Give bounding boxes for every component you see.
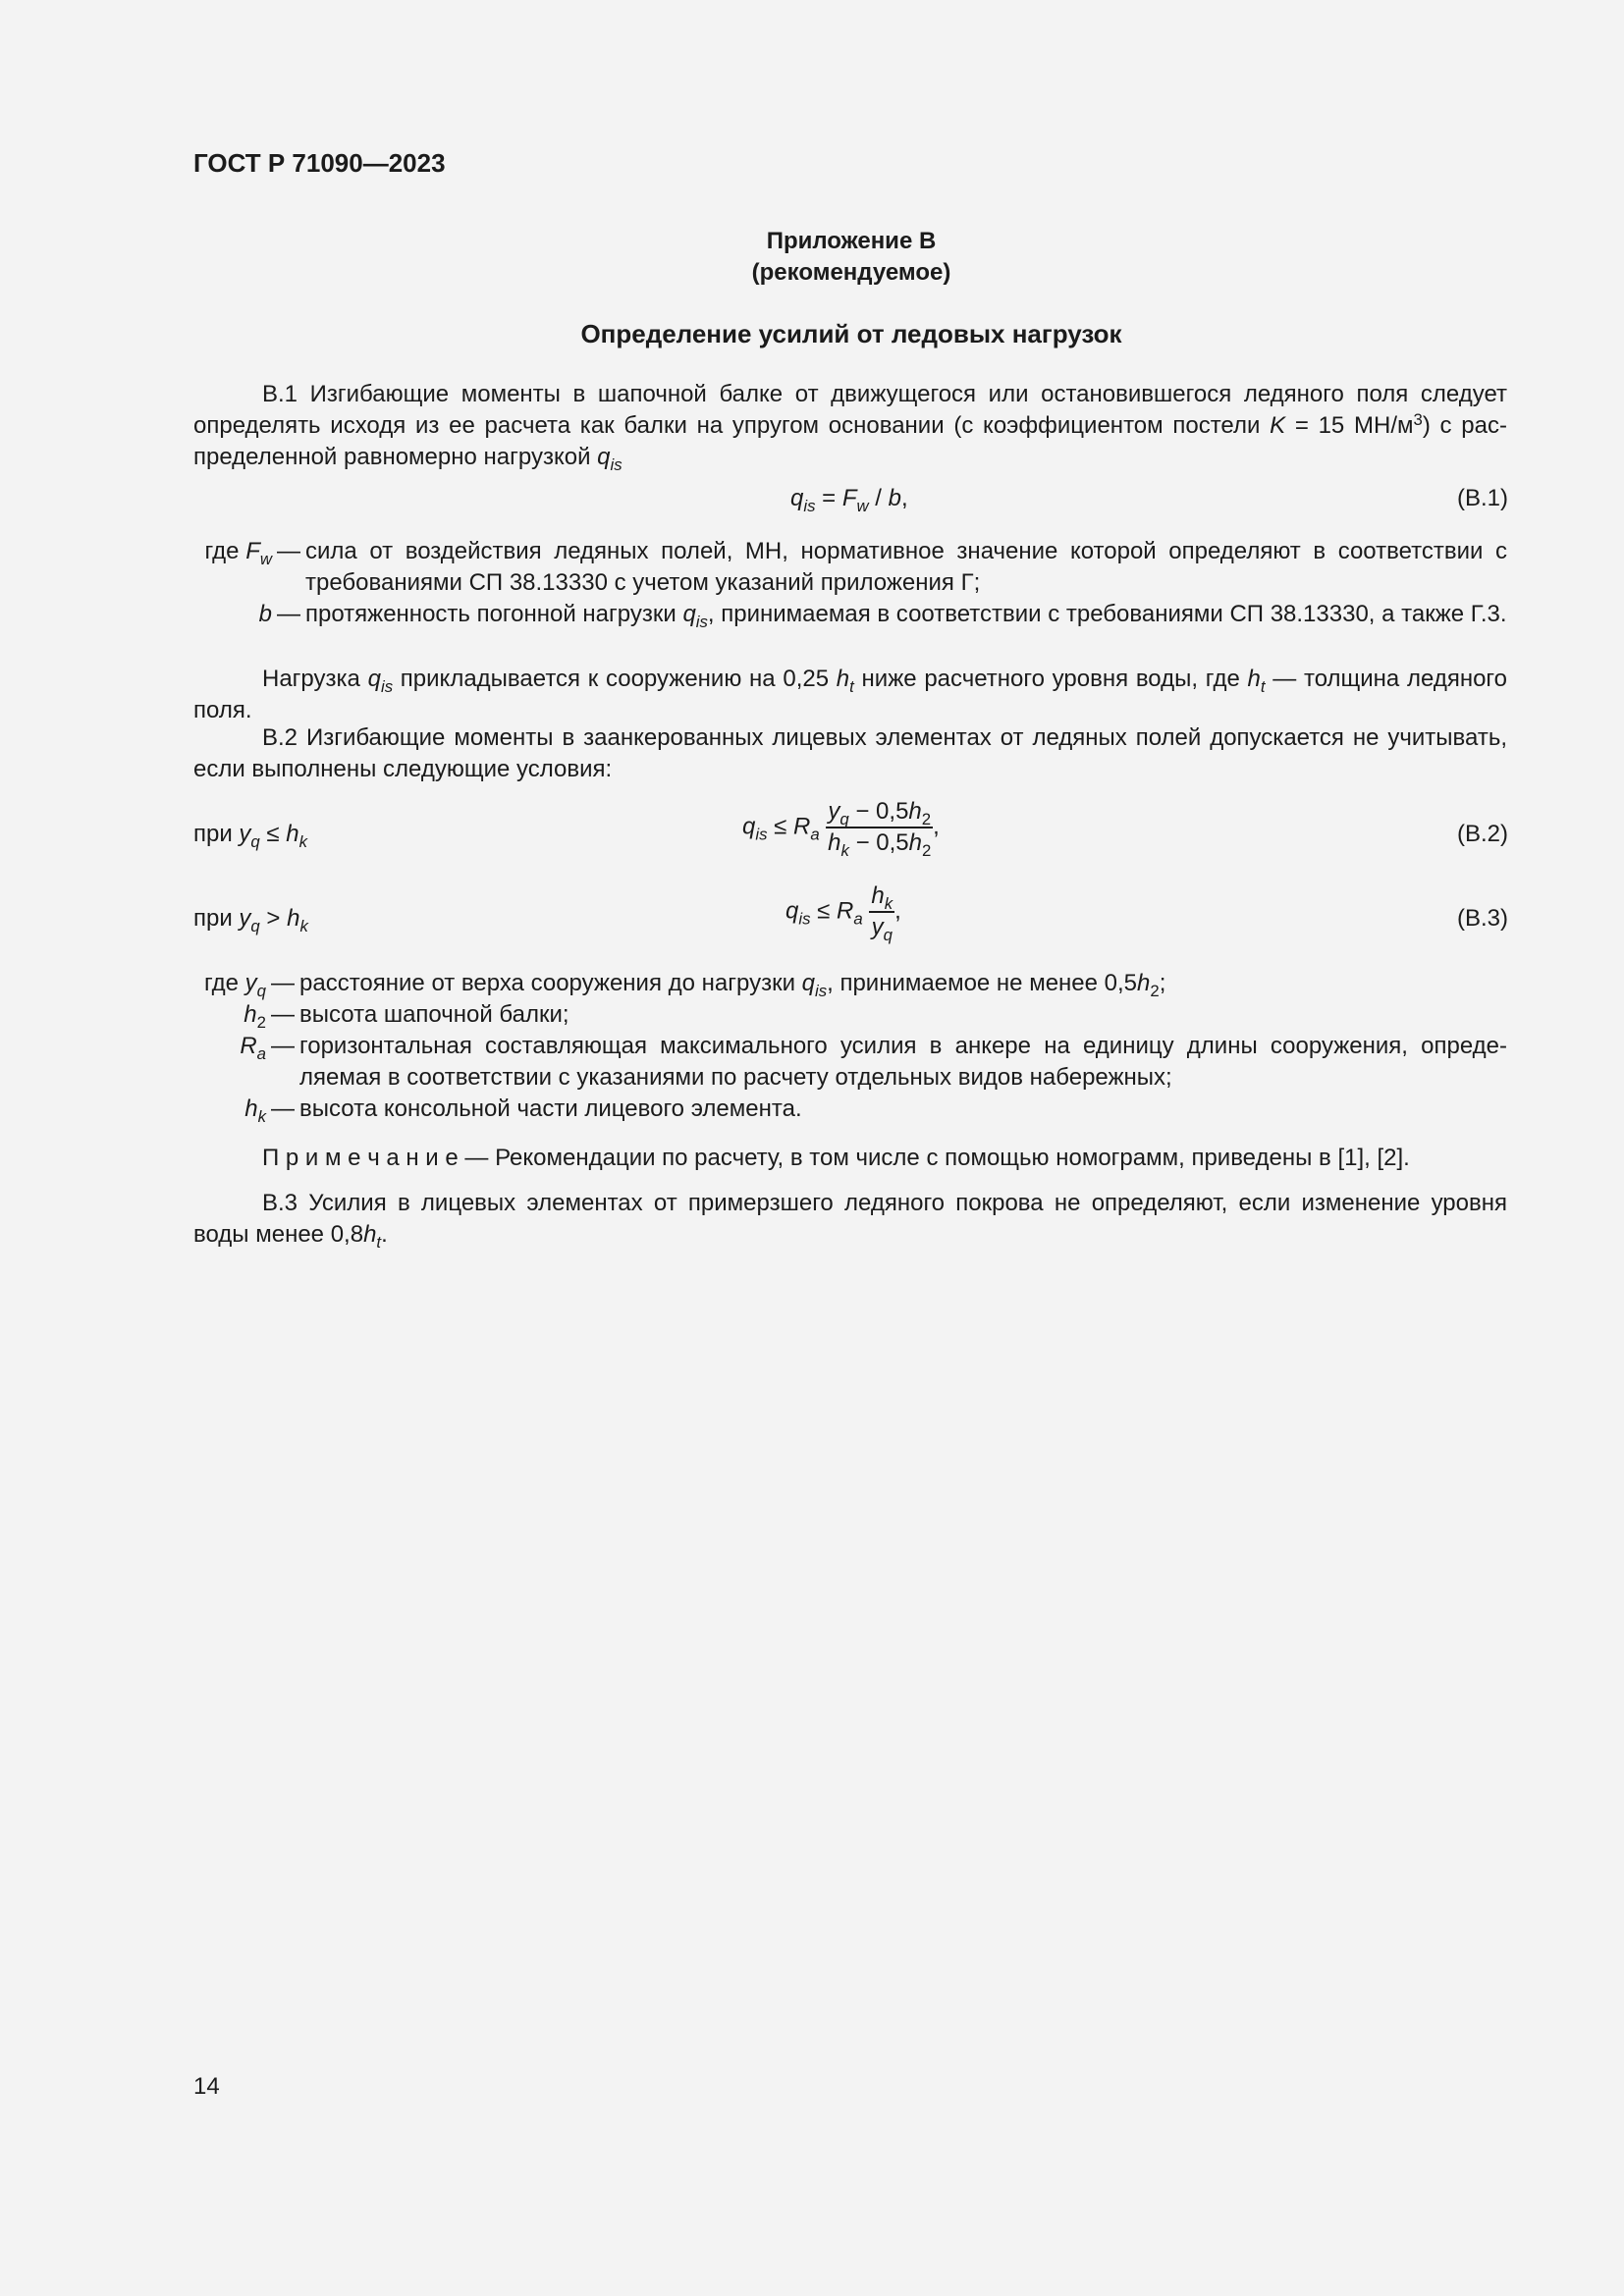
definition-ra: $R_a$ — горизонтальная составляющая максимального усилия в анкере на единицу длины сооружения, определяемая в соответствии с указаниями по расчету отдельных видов набережных; <box>240 1033 1507 1091</box>
definition-b: b — протяженность погонной нагрузки $q_{is}$, принимаемая в соответствии с требованиями СП 38.13330, а также Г.3. <box>258 601 1507 631</box>
appendix-title: Определение усилий от ледовых нагрузок <box>580 319 1122 348</box>
definition-yq: где $y_q$ — расстояние от верха сооружения до нагрузки $q_{is}$, принимаемое не менее $0,5h_2$; <box>203 970 1166 1000</box>
paragraph-b2: В.2 Изгибающие моменты в заанкерованных лицевых элементах от ледяных полей допускается не учитывать, если выполнены следующие условия: <box>193 724 1507 782</box>
equation-b3-number: (В.3) <box>1456 905 1508 932</box>
page-number: 14 <box>193 2073 220 2100</box>
equation-b3: $q_{is} \le R_a$ $\frac{h_k}{y_q}$ , <box>785 882 901 944</box>
paragraph-b1: В.1 Изгибающие моменты в шапочной балке от движущегося или остановившегося ледяного поля следует определять исходя из ее расчета как балки на упругом основании (с коэффициентом постели K = 15 $МН/м^3$) с распределенной равномерно нагрузкой $q_{is}$ <box>193 381 1507 474</box>
equation-b2: $q_{is} \le R_a$ $\frac{y_q - 0,5h_2}{h_k - 0,5h_2}$ , <box>742 798 940 860</box>
paragraph-b3: В.3 Усилия в лицевых элементах от примерзшего ледяного покрова не определяют, если изменение уровня воды менее $0,8h_t$. <box>193 1190 1507 1252</box>
note-label: П р и м е ч а н и е <box>262 1145 459 1171</box>
definition-fw: где $F_w$ — сила от воздействия ледяных полей, МН, нормативное значение которой определяют в соответствии с требованиями СП 38.13330 с учетом указаний приложения Г; <box>204 538 1507 596</box>
definition-hk: $h_k$ — высота консольной части лицевого элемента. <box>244 1095 802 1126</box>
definitions-b2 <box>193 968 1507 1125</box>
appendix-status: (рекомендуемое) <box>751 259 951 286</box>
definitions-b1 <box>193 536 1507 630</box>
definition-h2: $h_2$ — высота шапочной балки; <box>244 1001 569 1032</box>
equation-b1: $q_{is} = F_w / b$, <box>790 485 908 515</box>
document-code: ГОСТ Р 71090—2023 <box>193 148 446 178</box>
equation-b1-number: (В.1) <box>1456 485 1508 511</box>
equation-b3-condition: при $y_q > h_k$ <box>193 905 308 935</box>
note: П р и м е ч а н и е — Рекомендации по расчету, в том числе с помощью номограмм, приведены в [1], [2]. <box>262 1145 1410 1171</box>
equation-b2-number: (В.2) <box>1456 821 1508 847</box>
equation-b2-condition: при $y_q \le h_k$ <box>193 821 308 851</box>
paragraph-load: Нагрузка $q_{is}$ прикладывается к сооружению на 0,25 $h_t$ ниже расчетного уровня воды, где $h_t$ — толщина ледяного поля. <box>193 666 1507 723</box>
appendix-label: Приложение В <box>766 228 937 254</box>
